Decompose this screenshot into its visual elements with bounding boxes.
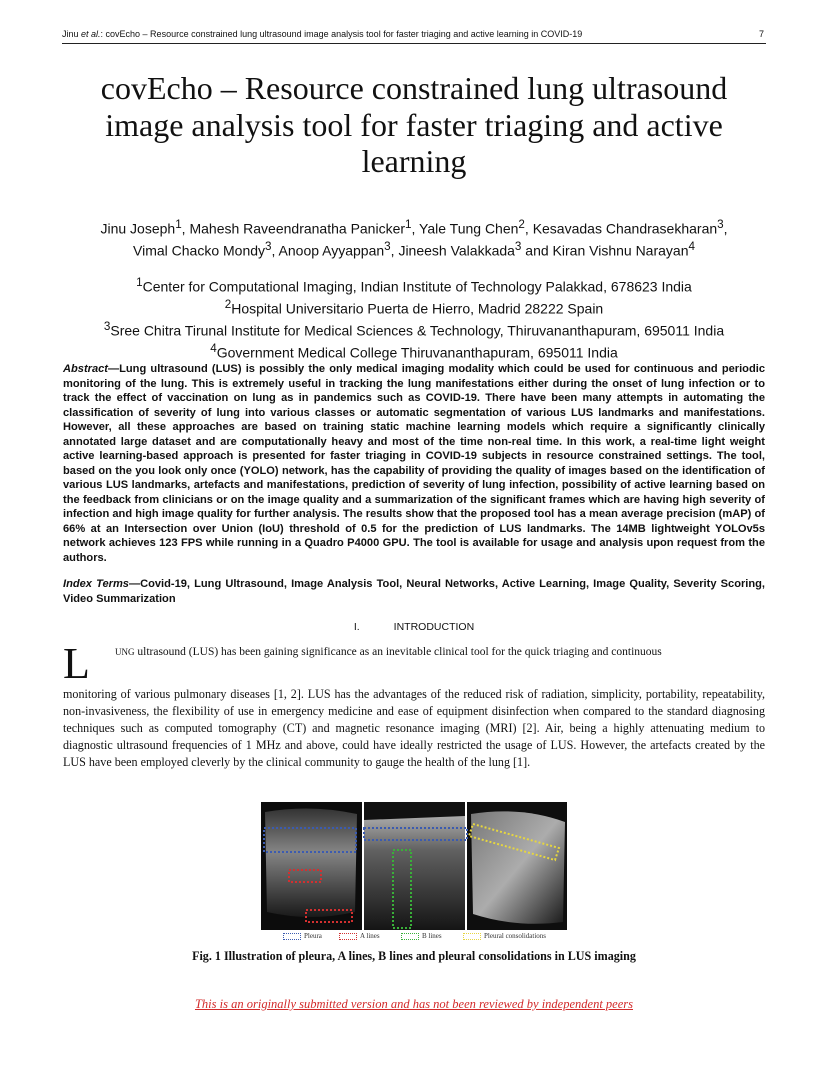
index-terms-text: —Covid-19, Lung Ultrasound, Image Analysis Tool, Neural Networks, Active Learning, Image Quality, Severity Scoring, Video Summarization	[63, 578, 766, 605]
legend-item: Pleura	[283, 932, 322, 940]
paper-title: covEcho – Resource constrained lung ultrasound image analysis tool for faster triaging and active learning	[100, 70, 728, 179]
index-terms-label: Index Terms	[63, 578, 129, 590]
legend-item: B lines	[401, 932, 442, 940]
affiliation: $^1$Center for Computational Imaging, Indian Institute of Technology Palakkad, 678623 India	[136, 276, 692, 295]
running-title: Jinu et al.: covEcho – Resource constrained lung ultrasound image analysis tool for faster triaging and active learning in COVID-19	[62, 29, 583, 39]
drop-cap: L	[63, 639, 90, 688]
affiliation: $^3$Sree Chitra Tirunal Institute for Medical Sciences & Technology, Thiruvananthapuram, 695011 India	[103, 320, 725, 339]
intro-paragraph: monitoring of various pulmonary diseases [1, 2]. LUS has the advantages of the reduced risk of radiation, simplicity, portability, repeatability, non-invasiveness, the flexibility of use in emergency medicine and ease of equipment disinfection when compared to the standard diagnosing techniques such as computed tomography (CT) and magnetic resonance imaging (MRI) [2]. Air, being a highly attenuating medium to diagnostic ultrasound frequencies of 1 MHz and above, could have ideally restricted the usage of LUS. However, the artefacts created by the LUS have been employed cleverly by the clinical community to gauge the health of the lung [1].	[63, 687, 765, 769]
legend-item: A lines	[339, 932, 380, 940]
running-header	[62, 29, 766, 44]
legend-item: Pleural consolidations	[463, 932, 546, 940]
page-number: 7	[758, 29, 764, 39]
affiliation: $^4$Government Medical College Thiruvananthapuram, 695011 India	[210, 342, 618, 362]
figure-legend	[283, 932, 573, 944]
lus-figure	[261, 802, 567, 930]
affiliation: $^2$Hospital Universitario Puerta de Hierro, Madrid 28222 Spain	[224, 298, 604, 317]
abstract	[63, 362, 765, 565]
section-heading: I. INTRODUCTION	[353, 621, 475, 633]
intro-first-line: $^{UNG}$ ultrasound (LUS) has been gaining significance as an inevitable clinical tool for the quick triaging and continuous	[115, 646, 662, 658]
abstract-label: Abstract	[63, 363, 109, 375]
index-terms	[63, 577, 765, 606]
abstract-text: —Lung ultrasound (LUS) is possibly the only medical imaging modality which could be used for continuous and periodic monitoring of the lung. This is extremely useful in tracking the lung manifestations either during the onset of lung infection or to track the effect of vaccination on lung as in pandemics such as COVID-19. There have been many attempts in automating the classification of severity of lung into various classes or automatic segmentation of various LUS landmarks and manifestations. However, all these approaches are based on training static machine learning models which require a significantly clinically annotated large dataset and are computationally heavy and most of the time non-real time. In this work, a real-time light weight active learning-based approach is presented for faster triaging in COVID-19 subjects in resource constrained settings. The tool, based on the you look only once (YOLO) network, has the capability of providing the quality of images based on the identification of various LUS landmarks, artefacts and manifestations, prediction of severity of lung infection, possibility of active learning based on the feedback from clinicians or on the image quality and a summarization of the significant frames which are having high severity of infection and high image quality for further analysis. The results show that the proposed tool has a mean average precision (mAP) of 66% at an Intersection over Union (IoU) threshold of 0.5 for the prediction of LUS landmarks. The 14MB lightweight YOLOv5s network achieves 123 FPS while running in a Quadro P4000 GPU. The tool is available for usage and analysis upon request from the authors.	[63, 363, 765, 564]
figure-caption: Fig. 1 Illustration of pleura, A lines, B lines and pleural consolidations in LUS imaging	[192, 949, 636, 963]
affiliations	[55, 274, 773, 363]
author-list: Jinu Joseph$^1$, Mahesh Raveendranatha Panicker$^1$, Yale Tung Chen$^2$, Kesavadas Chandrasekharan$^3$, Vimal Chacko Mondy$^3$, Anoop Ayyappan$^3$, Jineesh Valakkada$^3$ and Kiran Vishnu Narayan$^4$	[100, 218, 728, 259]
preprint-notice[interactable]: This is an originally submitted version and has not been reviewed by independent peers	[194, 997, 633, 1011]
